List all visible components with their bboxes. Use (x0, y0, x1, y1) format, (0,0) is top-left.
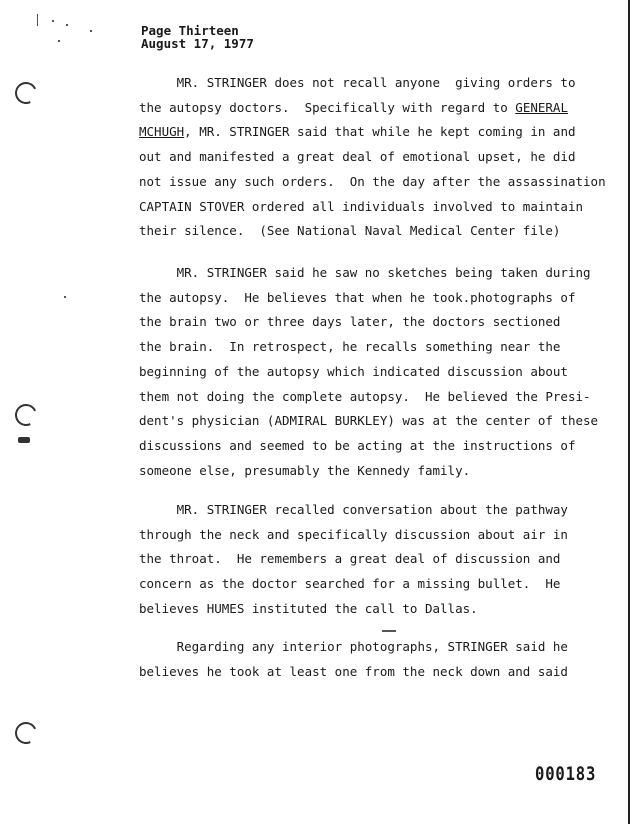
text-line: MR. STRINGER does not recall anyone giving orders to (139, 75, 576, 90)
text-line: the autopsy doctors. Specifically with regard to GENERAL (139, 99, 568, 115)
text-line: discussions and seemed to be acting at the instructions of (139, 437, 576, 453)
text-line: Regarding any interior photographs, STRINGER said he (139, 639, 568, 654)
text-line: believes HUMES instituted the call to Dallas. (139, 600, 478, 616)
text-line: them not doing the complete autopsy. He believed the Presi- (139, 388, 591, 404)
document-number: 000183 (535, 763, 597, 785)
text-line: someone else, presumably the Kennedy family. (139, 462, 471, 478)
text-line: out and manifested a great deal of emotional upset, he did (139, 149, 576, 165)
text-line: MCHUGH, MR. STRINGER said that while he kept coming in and (139, 124, 576, 140)
page-header (141, 24, 254, 50)
text-line: the throat. He remembers a great deal of discussion and (139, 551, 561, 567)
punch-hole-bottom (12, 719, 40, 747)
punch-hole-middle (12, 401, 40, 429)
text-line: MR. STRINGER said he saw no sketches being taken during (139, 265, 591, 280)
text-line: dent's physician (ADMIRAL BURKLEY) was at the center of these (139, 413, 599, 429)
speck (52, 20, 54, 22)
text-line: the brain. In retrospect, he recalls something near the (139, 339, 561, 355)
text-line: beginning of the autopsy which indicated discussion about (139, 363, 568, 379)
page-label: Page Thirteen (141, 23, 239, 38)
speck (37, 14, 38, 26)
speck (66, 24, 68, 26)
text-line: CAPTAIN STOVER ordered all individuals involved to maintain (139, 198, 584, 214)
text-line: not issue any such orders. On the day after the assassination (139, 173, 606, 189)
text-line: their silence. (See National Naval Medical Center file) (139, 223, 561, 239)
speck (64, 296, 66, 298)
text-line: the brain two or three days later, the doctors sectioned (139, 314, 561, 330)
text-line: through the neck and specifically discussion about air in (139, 526, 568, 542)
text-line: believes he took at least one from the neck down and said (139, 663, 568, 679)
header-date: August 17, 1977 (141, 36, 254, 51)
text-line: MR. STRINGER recalled conversation about the pathway (139, 502, 568, 517)
speck (58, 40, 60, 42)
page-edge (628, 0, 630, 824)
text-line: concern as the doctor searched for a missing bullet. He (139, 576, 561, 592)
ink-smudge (18, 437, 30, 443)
speck (382, 630, 396, 632)
punch-hole-top (12, 79, 40, 107)
speck (90, 30, 92, 32)
text-line: the autopsy. He believes that when he took.photographs of (139, 289, 576, 305)
